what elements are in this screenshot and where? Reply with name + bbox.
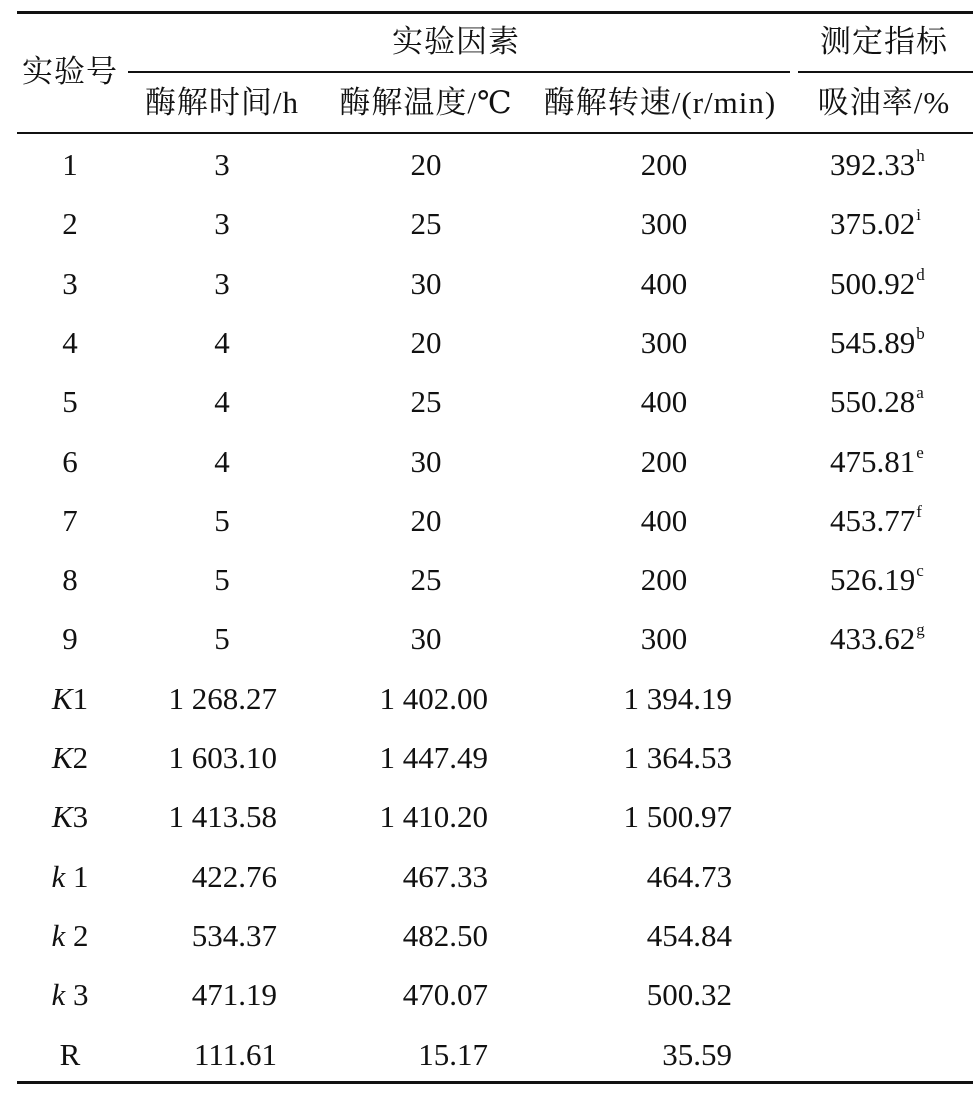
header-col-time: 酶解时间/h (144, 85, 300, 120)
temp-value: 30 (410, 266, 442, 301)
oil-absorption-cell (830, 204, 921, 249)
header-col-temp: 酶解温度/℃ (339, 85, 513, 120)
stat-label (51, 916, 88, 956)
speed-value: 300 (640, 206, 688, 241)
stat-temp-value: 470.07 (402, 977, 488, 1012)
row-number: 9 (62, 621, 78, 656)
header-row-label: 实验号 (22, 54, 118, 89)
oil-absorption-cell (830, 560, 924, 605)
speed-value: 400 (640, 503, 688, 538)
stat-time-value: 1 603.10 (168, 740, 277, 775)
oil-absorption-cell (830, 382, 924, 427)
stat-symbol: k (51, 918, 66, 953)
stat-index: 2 (65, 918, 89, 953)
oil-absorption-value: 545.89 (830, 325, 916, 360)
oil-absorption-value: 500.92 (830, 266, 916, 301)
stat-symbol: K (51, 740, 73, 775)
temp-value: 25 (410, 206, 442, 241)
oil-absorption-value: 433.62 (830, 621, 916, 656)
row-number: 1 (62, 147, 78, 182)
time-value: 3 (214, 266, 230, 301)
stat-index: 1 (65, 859, 89, 894)
temp-value: 25 (410, 562, 442, 597)
stat-temp-value: 482.50 (402, 918, 488, 953)
time-value: 4 (214, 325, 230, 360)
speed-value: 300 (640, 325, 688, 360)
significance-letter: i (916, 205, 921, 224)
oil-absorption-value: 475.81 (830, 444, 916, 479)
stat-index: R (59, 1037, 81, 1072)
stat-index: 3 (65, 977, 89, 1012)
oil-absorption-cell (830, 264, 925, 309)
row-number: 5 (62, 384, 78, 419)
temp-value: 30 (410, 621, 442, 656)
speed-value: 400 (640, 266, 688, 301)
bottom-rule (17, 1081, 973, 1084)
stat-speed-value: 464.73 (646, 859, 732, 894)
stat-speed-value: 1 364.53 (623, 740, 732, 775)
stat-speed-value: 1 500.97 (623, 799, 732, 834)
header-rule (17, 132, 973, 134)
row-number: 6 (62, 444, 78, 479)
speed-value: 200 (640, 444, 688, 479)
stat-index: 1 (72, 681, 89, 716)
stat-speed-value: 500.32 (646, 977, 732, 1012)
speed-value: 300 (640, 621, 688, 656)
temp-value: 20 (410, 503, 442, 538)
time-value: 4 (214, 384, 230, 419)
significance-letter: a (916, 383, 924, 402)
header-indicator-group: 测定指标 (820, 24, 948, 59)
oil-absorption-value: 526.19 (830, 562, 916, 597)
stat-label (52, 738, 88, 778)
time-value: 5 (214, 562, 230, 597)
temp-value: 30 (410, 444, 442, 479)
stat-temp-value: 1 410.20 (379, 799, 488, 834)
speed-value: 400 (640, 384, 688, 419)
stat-symbol: k (51, 977, 66, 1012)
time-value: 3 (214, 206, 230, 241)
significance-letter: d (916, 265, 925, 284)
temp-value: 25 (410, 384, 442, 419)
top-rule (17, 11, 973, 14)
stat-label (60, 1035, 81, 1075)
significance-letter: e (916, 443, 924, 462)
stat-temp-value: 15.17 (418, 1037, 488, 1072)
indicator-group-rule (798, 71, 973, 73)
oil-absorption-value: 375.02 (830, 206, 916, 241)
oil-absorption-cell (830, 323, 925, 368)
row-number: 7 (62, 503, 78, 538)
stat-speed-value: 454.84 (646, 918, 732, 953)
stat-time-value: 422.76 (191, 859, 277, 894)
row-number: 3 (62, 266, 78, 301)
row-number: 8 (62, 562, 78, 597)
row-number: 4 (62, 325, 78, 360)
time-value: 5 (214, 621, 230, 656)
oil-absorption-value: 392.33 (830, 147, 916, 182)
significance-letter: f (916, 502, 922, 521)
stat-time-value: 111.61 (194, 1037, 277, 1072)
speed-value: 200 (640, 147, 688, 182)
stat-time-value: 1 413.58 (168, 799, 277, 834)
factor-group-rule (128, 71, 790, 73)
stat-label (52, 797, 88, 837)
stat-symbol: k (51, 859, 66, 894)
row-number: 2 (62, 206, 78, 241)
stat-index: 2 (72, 740, 89, 775)
header-col-oil-absorption: 吸油率/% (817, 85, 951, 120)
stat-label (51, 857, 88, 897)
stat-time-value: 471.19 (191, 977, 277, 1012)
oil-absorption-cell (830, 145, 925, 190)
stat-temp-value: 1 402.00 (379, 681, 488, 716)
stat-temp-value: 1 447.49 (379, 740, 488, 775)
oil-absorption-cell (830, 619, 925, 664)
oil-absorption-value: 550.28 (830, 384, 916, 419)
header-col-speed: 酶解转速/(r/min) (543, 85, 777, 120)
time-value: 4 (214, 444, 230, 479)
time-value: 5 (214, 503, 230, 538)
speed-value: 200 (640, 562, 688, 597)
header-factors-group: 实验因素 (392, 24, 520, 59)
oil-absorption-value: 453.77 (830, 503, 916, 538)
stat-time-value: 1 268.27 (168, 681, 277, 716)
stat-temp-value: 467.33 (402, 859, 488, 894)
significance-letter: g (916, 620, 925, 639)
significance-letter: c (916, 561, 924, 580)
stat-speed-value: 1 394.19 (623, 681, 732, 716)
oil-absorption-cell (830, 442, 924, 487)
stat-label (52, 679, 88, 719)
significance-letter: h (916, 146, 925, 165)
stat-symbol: K (51, 681, 73, 716)
stat-symbol: K (51, 799, 73, 834)
temp-value: 20 (410, 325, 442, 360)
oil-absorption-cell (830, 501, 922, 546)
stat-label (51, 975, 88, 1015)
stat-index: 3 (72, 799, 89, 834)
significance-letter: b (916, 324, 925, 343)
temp-value: 20 (410, 147, 442, 182)
stat-time-value: 534.37 (191, 918, 277, 953)
stat-speed-value: 35.59 (662, 1037, 732, 1072)
time-value: 3 (214, 147, 230, 182)
